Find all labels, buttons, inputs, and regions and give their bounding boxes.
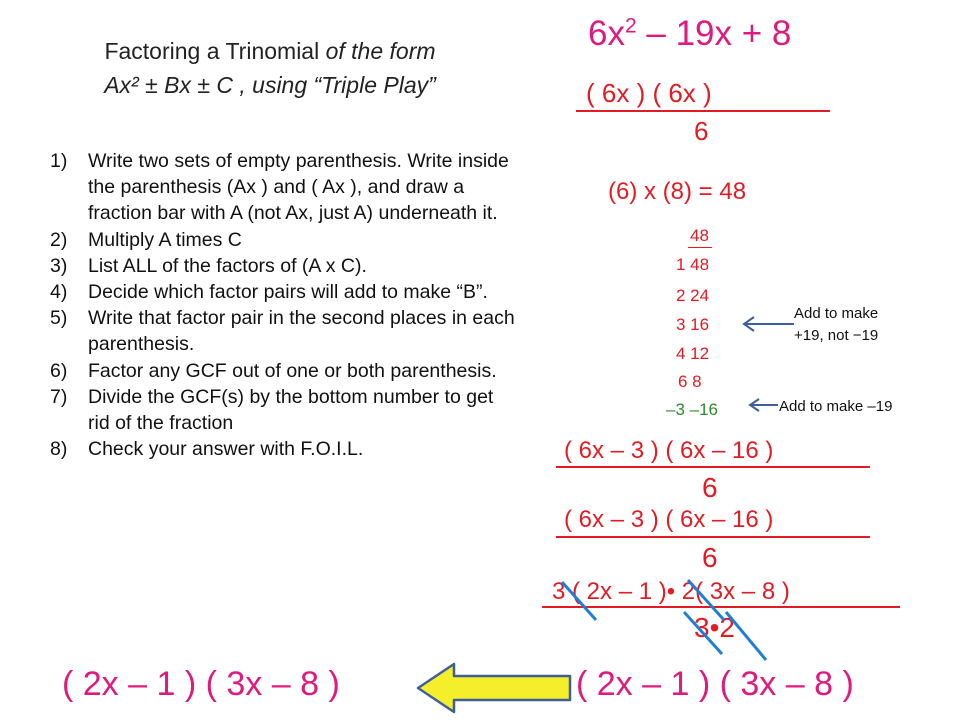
factors-header: 48 (690, 226, 709, 245)
frac4-numerator: 3 ( 2x – 1 )• 2( 3x – 8 ) (552, 578, 790, 605)
frac3-numerator: ( 6x – 3 ) ( 6x – 16 ) (564, 506, 774, 533)
cancel-slash (684, 612, 722, 654)
problem-trinomial: $6x^2 - 19x + 8$ (588, 14, 792, 53)
factor-pair: 2 24 (676, 286, 710, 305)
product-ac: (6) x (8) = 48 (608, 178, 747, 205)
arrow-left-icon (740, 314, 796, 334)
step-item: 8) Check your answer with F.O.I.L. (50, 438, 364, 461)
step-item: 5) Write that factor pair in the second places in each parenthesis. (50, 307, 515, 356)
step-item: 3) List ALL of the factors of (A x C). (50, 254, 367, 277)
big-arrow-left-icon (414, 660, 576, 716)
step-item: 6) Factor any GCF out of one or both parenthesis. (50, 359, 497, 382)
factor-pair: 3 16 (676, 315, 710, 334)
frac2-numerator: ( 6x – 3 ) ( 6x – 16 ) (564, 437, 774, 464)
title-line-2: Ax² ± Bx ± C , using “Triple Play” (104, 72, 436, 98)
note-minus-19: Add to make –19 (779, 398, 893, 415)
step-item: 2) Multiply A times C (50, 228, 242, 251)
frac3-denominator: 6 (702, 542, 718, 573)
factor-pair-chosen: –3 –16 (666, 400, 718, 419)
factor-pair: 1 48 (676, 255, 710, 274)
frac3-bar (556, 536, 870, 538)
cancel-slash (562, 582, 596, 620)
answer-left: ( 2x – 1 ) ( 3x – 8 ) (62, 665, 340, 703)
step-item: 4) Decide which factor pairs will add to make “B”. (50, 281, 488, 304)
frac2-bar (556, 466, 870, 468)
step-item: 7) Divide the GCF(s) by the bottom number to get rid of the fraction (50, 385, 494, 435)
note-plus-19: Add to make +19, not −19 (794, 305, 879, 344)
factors-header-bar (688, 247, 712, 248)
step-item: 1) Write two sets of empty parenthesis. Write inside the parenthesis (Ax ) and ( Ax ), and draw a fraction bar with A (not Ax, just A) underneath it. (50, 150, 509, 225)
cancel-slash (726, 612, 766, 660)
frac1-denominator: 6 (694, 116, 709, 146)
cancel-slash (688, 580, 724, 620)
title-line-1: Factoring a Trinomial of the form (104, 38, 436, 64)
frac1-bar (576, 110, 830, 112)
frac2-denominator: 6 (702, 472, 718, 503)
frac1-numerator: ( 6x ) ( 6x ) (586, 78, 712, 108)
arrow-left-icon (746, 396, 780, 414)
frac4-denominator: 3•2 (694, 612, 735, 643)
factor-pair: 4 12 (676, 344, 710, 363)
answer-right: ( 2x – 1 ) ( 3x – 8 ) (576, 665, 854, 703)
factor-pair: 6 8 (678, 372, 702, 391)
steps-list (50, 148, 520, 462)
